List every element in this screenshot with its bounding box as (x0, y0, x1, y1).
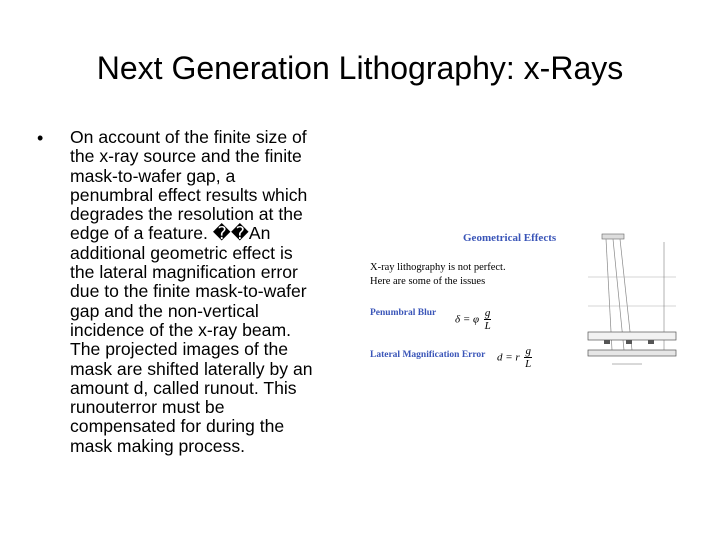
bullet-line: gap and the non-vertical (70, 300, 259, 321)
bullet-line: the x-ray source and the finite (70, 146, 302, 167)
penumbral-formula-lhs: δ = φ (455, 313, 480, 326)
bullet-line: degrades the resolution at the (70, 204, 303, 225)
bullet-text (70, 128, 352, 456)
bullet-line: incidence of the x-ray beam. (70, 319, 292, 340)
figure-heading: Geometrical Effects (463, 232, 557, 244)
bullet-marker: • (37, 128, 44, 148)
bullet-line: mask making process. (70, 435, 246, 456)
mask-absorber (626, 340, 632, 344)
mask-absorber (604, 340, 610, 344)
bullet-line: mask are shifted laterally by an (70, 358, 313, 379)
lateral-magnification-label: Lateral Magnification Error (370, 350, 486, 360)
bullet-line: The projected images of the (70, 339, 289, 360)
lateral-denominator: L (525, 358, 532, 370)
penumbral-fraction (484, 308, 492, 332)
geometrical-effects-figure (360, 222, 700, 382)
slide-title: Next Generation Lithography: x-Rays (96, 50, 624, 86)
wafer-layer (588, 350, 676, 356)
bullet-line: runouterror must be (70, 397, 225, 418)
penumbral-formula (455, 308, 491, 332)
source-block (602, 234, 624, 239)
mask-layer (588, 332, 676, 340)
penumbral-blur-label: Penumbral Blur (370, 308, 437, 318)
bullet-line: mask-to-wafer gap, a (70, 165, 236, 186)
lateral-formula (497, 346, 532, 370)
mask-absorber (648, 340, 654, 344)
bullet-line: edge of a feature. ��An (70, 223, 271, 244)
bullet-line: the lateral magnification error (70, 262, 298, 283)
lateral-fraction (524, 346, 532, 370)
bullet-line: On account of the finite size of (70, 127, 307, 147)
bullet-line: amount d, called runout. This (70, 377, 297, 398)
bullet-line: due to the finite mask-to-wafer (70, 281, 307, 302)
geometry-diagram (582, 232, 682, 377)
lateral-formula-lhs: d = r (497, 351, 520, 364)
bullet-line: compensated for during the (70, 416, 285, 437)
figure-intro-line: Here are some of the issues (370, 276, 486, 287)
penumbral-numerator: g (484, 307, 491, 319)
figure-intro-line: X-ray lithography is not perfect. (370, 262, 506, 273)
bullet-line: penumbral effect results which (70, 184, 308, 205)
bullet-line: additional geometric effect is (70, 242, 293, 263)
lateral-numerator: g (525, 345, 531, 357)
penumbral-denominator: L (484, 320, 491, 332)
